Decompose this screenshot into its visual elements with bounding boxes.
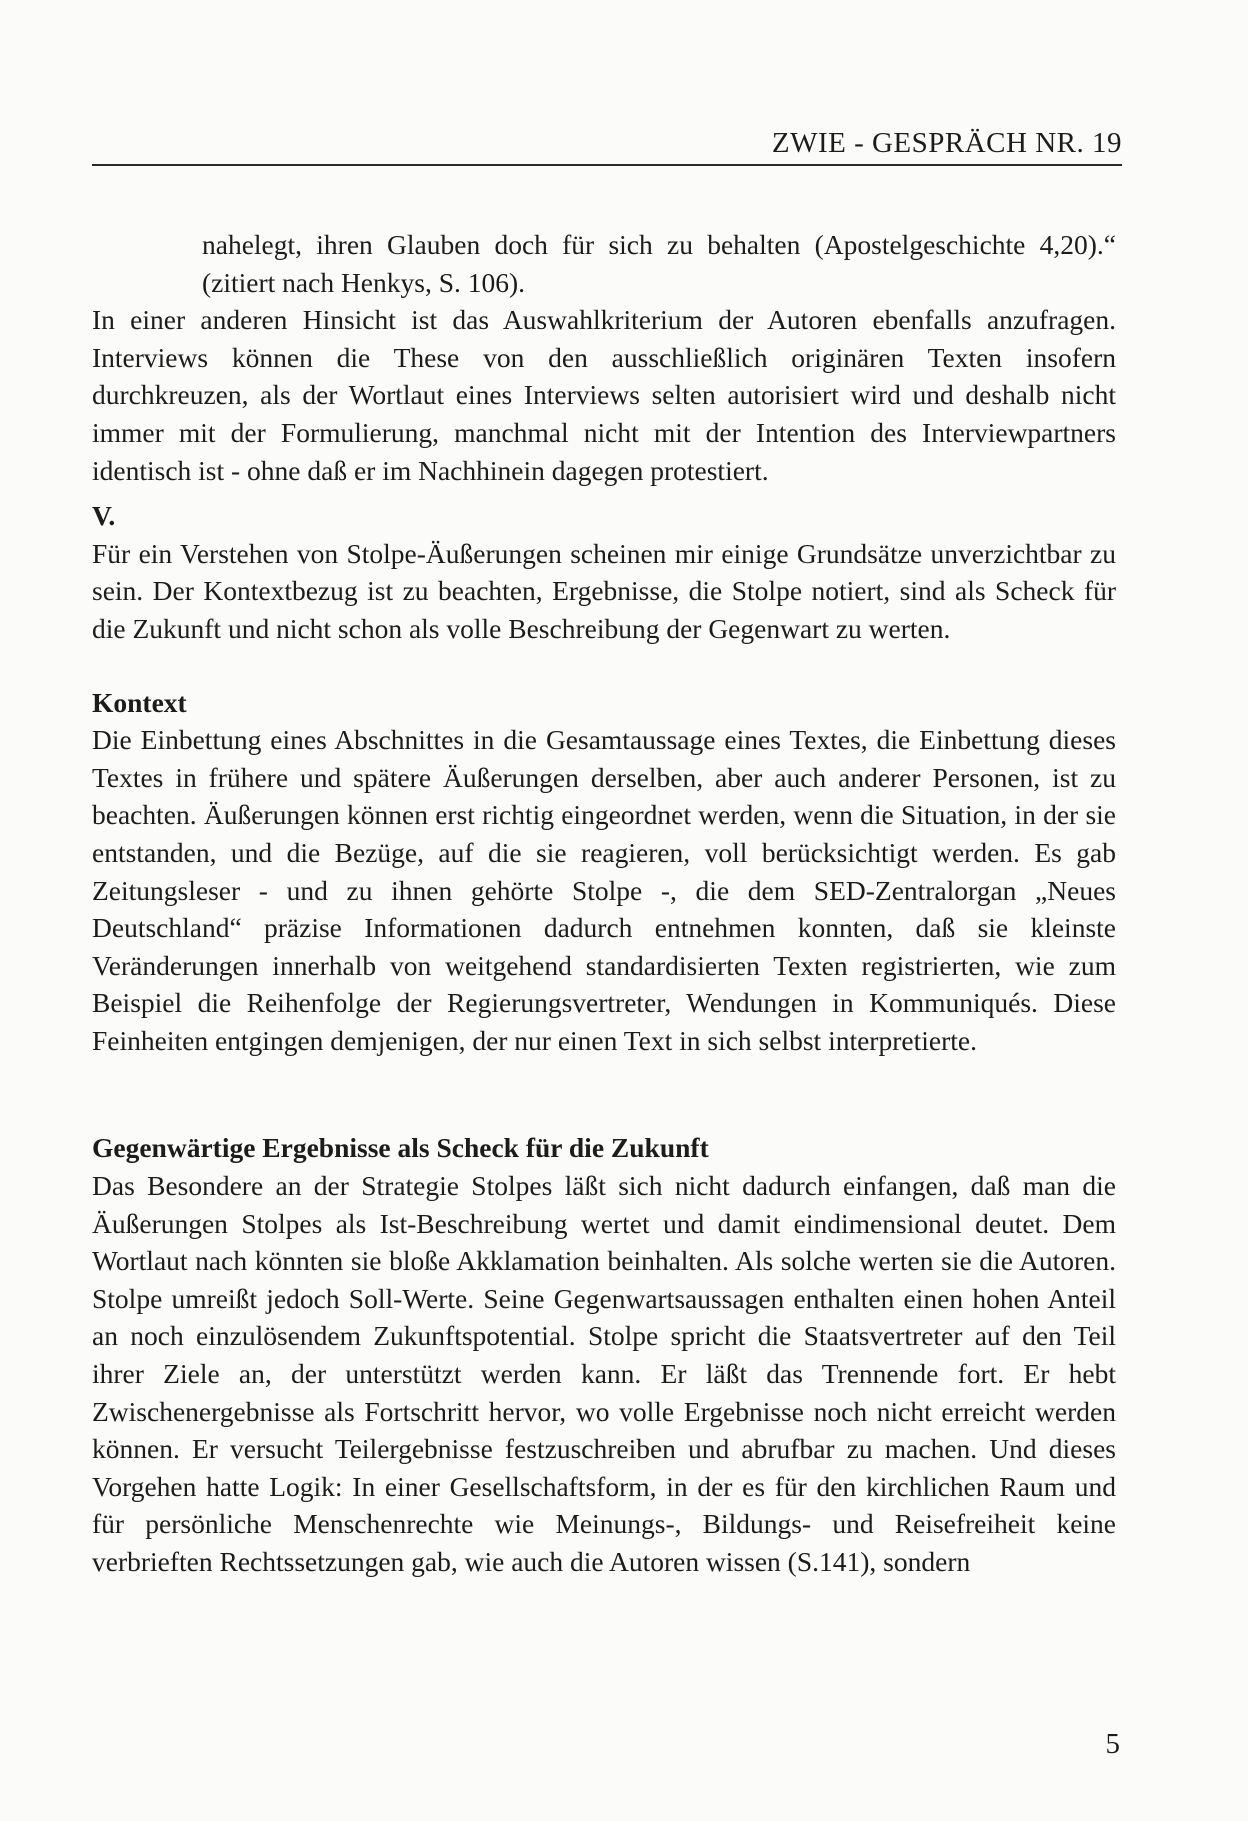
running-title: ZWIE - GESPRÄCH NR. 19 [771,127,1122,159]
paragraph-kontext: Die Einbettung eines Abschnittes in die Gesamtaussage eines Textes, die Einbettung dieses Textes in frühere und spätere Äußerungen derselben, aber auch anderer Personen, ist zu beachten. Äußerungen können erst richtig eingeordnet werden, wenn die Situation, in der sie entstanden, und die Bezüge, auf die sie reagieren, voll berücksichtigt werden. Es gab Zeitungsleser - und zu ihnen gehörte Stolpe -, die dem SED-Zentralorgan „Neues Deutschland“ präzise Informationen dadurch entnehmen konnten, daß sie kleinste Veränderungen innerhalb von weitgehend standardisierten Texten registrierten, wie zum Beispiel die Reihenfolge der Regierungsvertreter, Wendungen in Kommuniqués. Diese Feinheiten entgingen demjenigen, der nur einen Text in sich selbst interpretierte. [92,724,1116,1056]
paragraph-grundsaetze: Für ein Verstehen von Stolpe-Äußerungen scheinen mir einige Grundsätze unverzichtbar zu sein. Der Kontextbezug ist zu beachten, Ergebnisse, die Stolpe notiert, sind als Scheck für die Zukunft und nicht schon als volle Beschreibung der Gegenwart zu werten. [92,537,1116,644]
section-heading-v: V. [92,500,116,532]
quote-continuation: nahelegt, ihren Glauben doch für sich zu behalten (Apostelgeschichte 4,20).“ (zitiert nach Henkys, S. 106). [202,229,1116,298]
paragraph-auswahlkriterium: In einer anderen Hinsicht ist das Auswahlkriterium der Autoren ebenfalls anzufragen. Interviews können die These von den ausschließlich originären Texten insofern durchkreuzen, als der Wortlaut eines Interviews selten autorisiert wird und deshalb nicht immer mit der Formulierung, manchmal nicht mit der Intention des Interviewpartners identisch ist - ohne daß er im Nachhinein dagegen protestiert. [92,304,1116,486]
body-text [92,226,1116,1581]
section-heading-kontext: Kontext [92,686,187,718]
running-header [92,124,1122,166]
section-heading-ergebnisse: Gegenwärtige Ergebnisse als Scheck für die Zukunft [92,1132,709,1164]
paragraph-ergebnisse: Das Besondere an der Strategie Stolpes läßt sich nicht dadurch einfangen, daß man die Äußerungen Stolpes als Ist-Beschreibung wertet und damit eindimensional deutet. Dem Wortlaut nach könnten sie bloße Akklamation beinhalten. Als solche werten sie die Autoren. Stolpe umreißt jedoch Soll-Werte. Seine Gegenwartsaussagen enthalten einen hohen Anteil an noch einzulösendem Zukunftspotential. Stolpe spricht die Staatsvertreter auf den Teil ihrer Ziele an, der unterstützt werden kann. Er läßt das Trennende fort. Er hebt Zwischenergebnisse als Fortschritt hervor, wo volle Ergebnisse noch nicht erreicht werden können. Er versucht Teilergebnisse festzuschreiben und abrufbar zu machen. Und dieses Vorgehen hatte Logik: In einer Gesellschaftsform, in der es für den kirchlichen Raum und für persönliche Menschenrechte wie Meinungs-, Bildungs- und Reisefreiheit keine verbrieften Rechtssetzungen gab, wie auch die Autoren wissen (S.141), sondern [92,1170,1116,1577]
page-number: 5 [1105,1728,1120,1760]
